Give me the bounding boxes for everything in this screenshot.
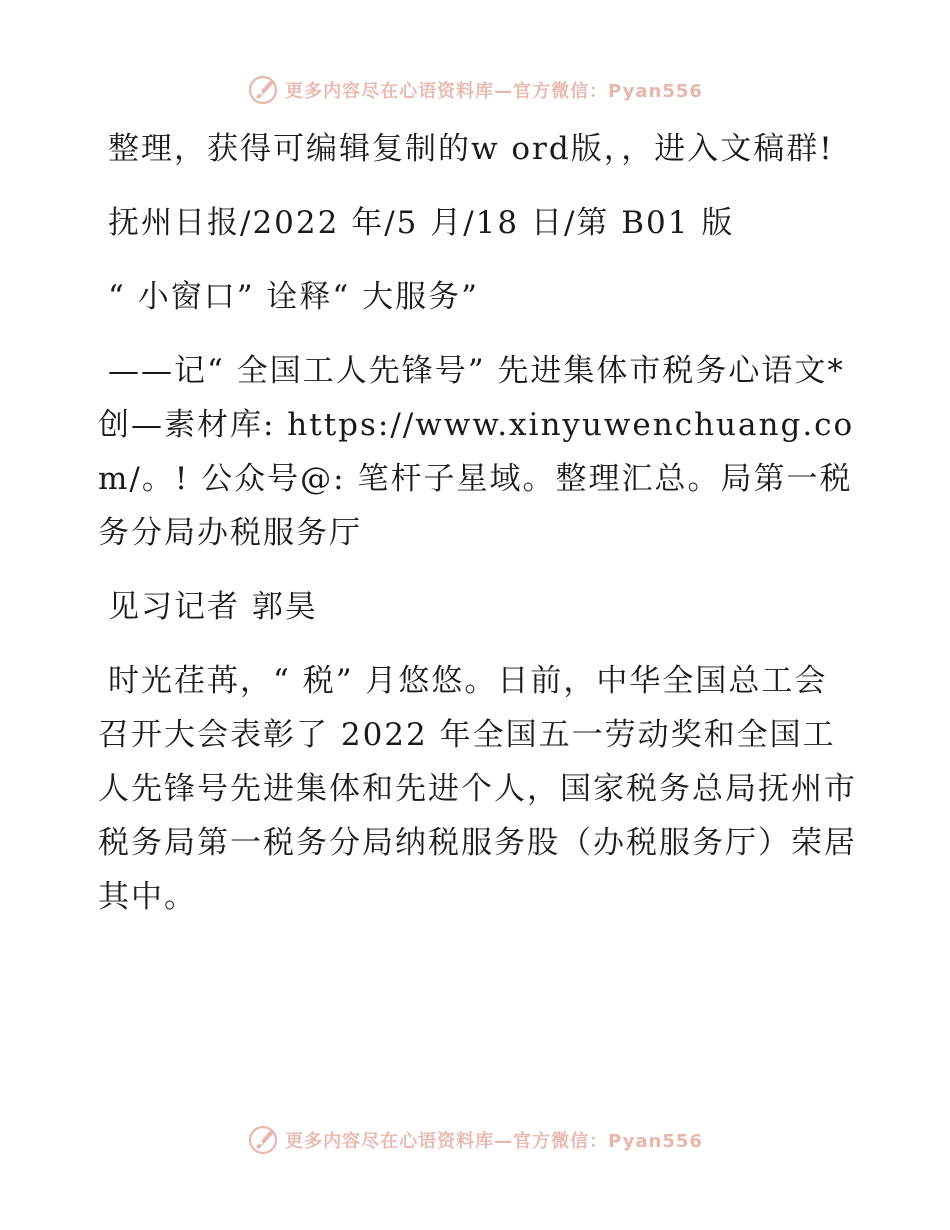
article-subtitle: ——记“ 全国工人先锋号” 先进集体市税务心语文*创—素材库: https://www.xinyuwenchuang.com/。! 公众号@: 笔杆子星域。整理汇总。局第一税务分局办税服务厅 [98,353,855,551]
watermark-text: 更多内容尽在心语资料库—官方微信：Pyan556 [285,81,703,102]
intro-paragraph: 整理，获得可编辑复制的w ord版，，进入文稿群! [108,131,834,167]
body-paragraph: 时光荏苒，“ 税” 月悠悠。日前，中华全国总工会召开大会表彰了 2022 年全国五一劳动奖和全国工人先锋号先进集体和先进个人，国家税务总局抚州市税务局第一税务分局纳税服务股（办税服务厅）荣居其中。 [98,663,857,915]
reporter-byline: 见习记者 郭昊 [108,589,318,625]
watermark-header [0,70,950,110]
document-body [98,122,858,944]
pen-nib-logo-icon [247,1124,279,1156]
article-title: “ 小窗口” 诠释“ 大服务” [108,279,479,315]
watermark-footer [0,1120,950,1160]
source-line: 抚州日报/2022 年/5 月/18 日/第 B01 版 [108,205,735,241]
pen-nib-logo-icon [247,74,279,106]
watermark-text: 更多内容尽在心语资料库—官方微信：Pyan556 [285,1131,703,1152]
